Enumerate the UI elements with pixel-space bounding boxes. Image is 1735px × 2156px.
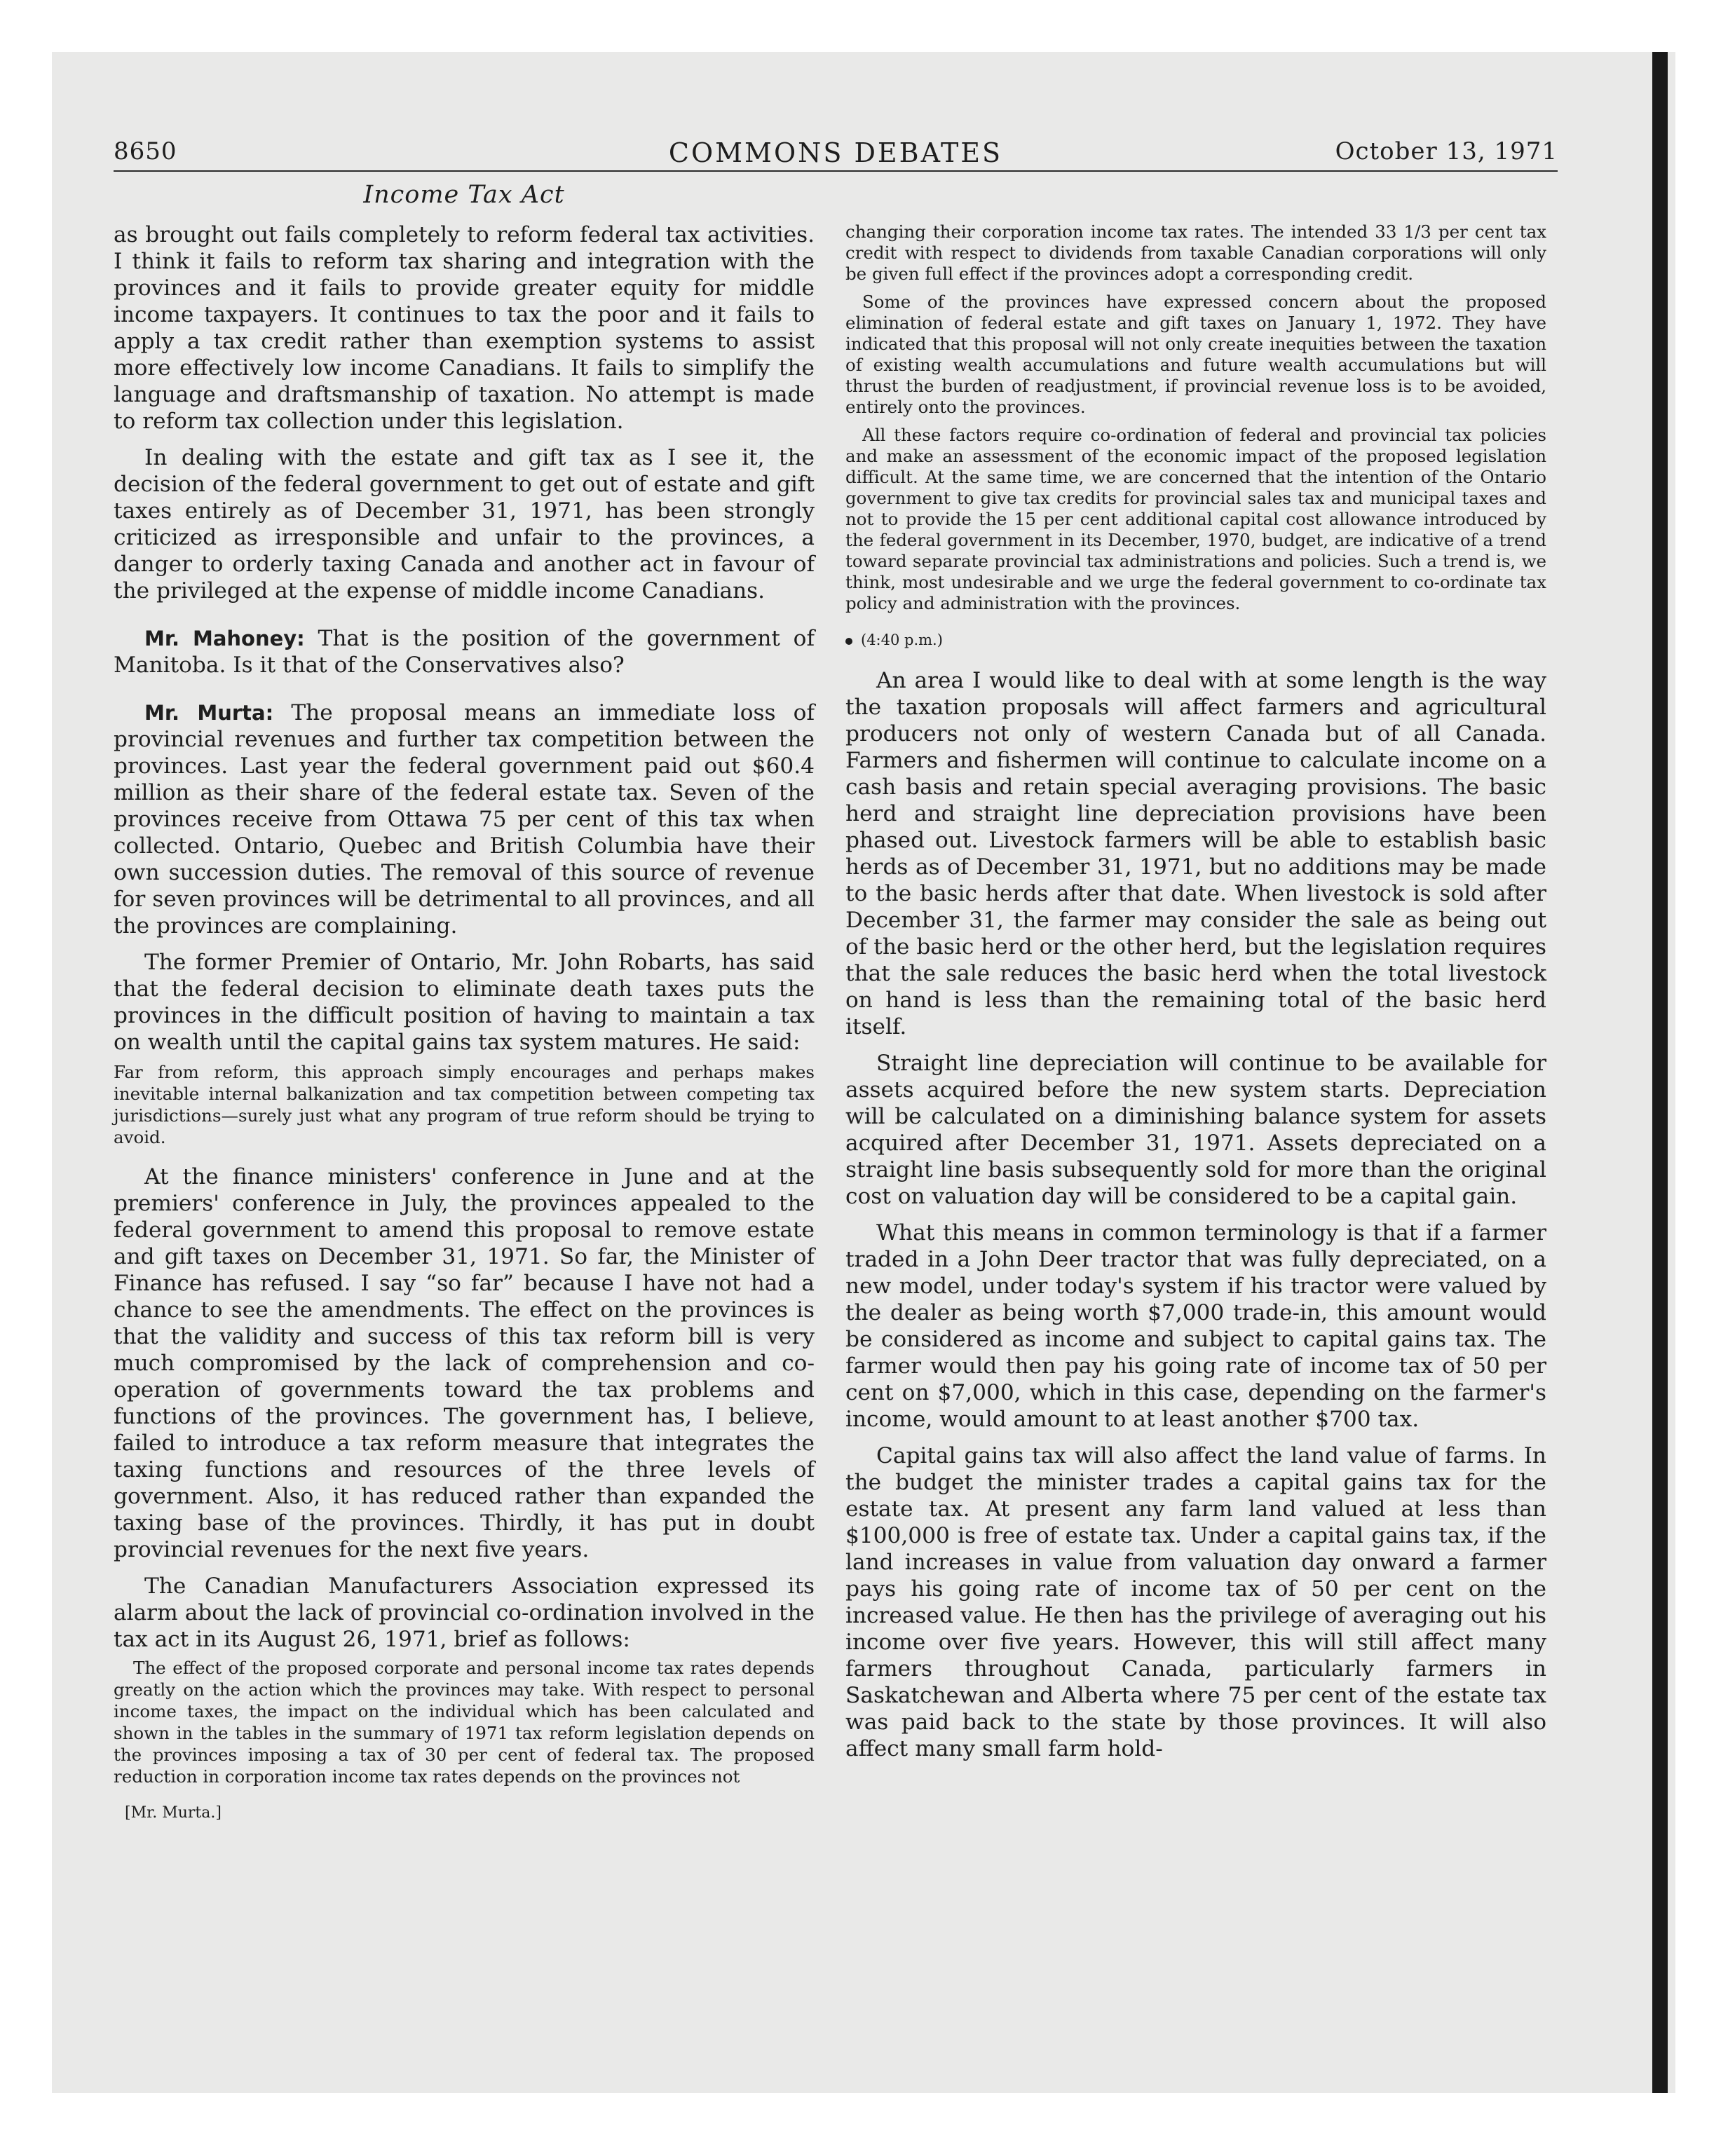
paragraph: What this means in common terminology is that if a farmer traded in a John Deer tractor that was fully depreciated, on a new model, under today's system if his tractor were valued by the dealer as being worth $7,000 trade-in, this amount would be considered as income and subject to capital gains tax. The farmer would then pay his going rate of income tax of 50 per cent on $7,000, which in this case, depending on the farmer's income, would amount to at least another $700 tax. [845,1220,1546,1432]
paragraph: An area I would like to deal with at some length is the way the taxation proposals will affect farmers and agricultural producers not only of western Canada but of all Canada. Farmers and fishermen will continue to calculate income on a cash basis and retain special averaging provisions. The basic herd and straight line depreciation provisions have been phased out. Livestock farmers will be able to establish basic herds as of December 31, 1971, but no additions may be made to the basic herds after that date. When livestock is sold after December 31, the farmer may consider the sale as being out of the basic herd or the other herd, but the legislation requires that the sale reduces the basic herd when the total livestock on hand is less than the remaining total of the basic herd itself. [845,668,1546,1039]
paragraph: The former Premier of Ontario, Mr. John Robarts, has said that the federal decision to eliminate death taxes puts the provinces in the difficult position of having to maintain a tax on wealth until the capital gains tax system matures. He said: [114,950,815,1055]
speaker-name: Mr. Mahoney: [144,627,305,650]
paragraph: At the finance ministers' conference in June and at the premiers' conference in July, the provinces appealed to the federal government to amend this proposal to remove estate and gift taxes on December 31, 1971. So far, the Minister of Finance has refused. I say “so far” because I have not had a chance to see the amendments. The effect on the provinces is that the validity and success of this tax reform bill is very much compromised by the lack of comprehension and co-operation of governments toward the tax problems and functions of the provinces. The government has, I believe, failed to introduce a tax reform measure that integrates the taxing functions and resources of the three levels of government. Also, it has reduced rather than expanded the taxing base of the provinces. Thirdly, it has put in doubt provincial revenues for the next five years. [114,1164,815,1562]
running-header [114,137,1558,172]
quote-paragraph: All these factors require co-ordination of federal and provincial tax policies and make an assessment of the economic impact of the proposed legislation difficult. At the same time, we are concerned that the intention of the Ontario government to give tax credits for provincial sales tax and municipal taxes and not to provide the 15 per cent additional capital cost allowance introduced by the federal government in its December, 1970, budget, are indicative of a trend toward separate provincial tax administrations and policies. Such a trend is, we think, most undesirable and we urge the federal government to co-ordinate tax policy and administration with the provinces. [845,425,1546,613]
speech-mahoney [114,625,815,678]
publication-date: October 13, 1971 [1335,137,1558,165]
speech-text: The proposal means an immediate loss of provincial revenues and further tax competition between the provinces. Last year the federal government paid out $60.4 million as their share of the federal estate tax. Seven of the provinces receive from Ottawa 75 per cent of this tax when collected. Ontario, Quebec and British Columbia have their own succession duties. The removal of this source of revenue for seven provinces will be detrimental to all provinces, and all the provinces are complaining. [114,700,815,939]
header-rule [114,170,1558,172]
right-column [845,221,1546,1762]
left-column [114,221,815,1824]
speaker-name: Mr. Murta: [144,701,274,725]
time-marker [845,629,1546,650]
publication-title: COMMONS DEBATES [668,137,1003,168]
block-quote: The effect of the proposed corporate and personal income tax rates depends greatly on the action which the provinces may take. With respect to personal income taxes, the impact on the individual which has been calculated and shown in the tables in the summary of 1971 tax reform legislation depends on the provinces imposing a tax of 30 per cent of federal tax. The proposed reduction in corporation income tax rates depends on the provinces not [114,1658,815,1787]
speech-murta [114,700,815,939]
scan-edge [1652,52,1668,2093]
paragraph: The Canadian Manufacturers Association expressed its alarm about the lack of provincial co-ordination involved in the tax act in its August 26, 1971, brief as follows: [114,1574,815,1652]
speech-text: That is the position of the government of Manitoba. Is it that of the Conservatives also? [114,626,815,678]
paragraph: as brought out fails completely to reform federal tax activities. I think it fails to reform tax sharing and integration with the provinces and it fails to provide greater equity for middle income taxpayers. It continues to tax the poor and it fails to apply a tax credit rather than exemption systems to assist more effectively low income Canadians. It fails to simplify the language and draftsmanship of taxation. No attempt is made to reform tax collection under this legislation. [114,222,815,434]
page-number: 8650 [114,137,177,165]
block-quote: Far from reform, this approach simply encourages and perhaps makes inevitable internal balkanization and tax competition between competing tax jurisdictions—surely just what any program of true reform should be trying to avoid. [114,1062,815,1147]
section-subheading: Income Tax Act [363,181,565,209]
bullet-icon [845,638,852,645]
quote-continuation: changing their corporation income tax rates. The intended 33 1/3 per cent tax credit with respect to dividends from taxable Canadian corporations will only be given full effect if the provinces adopt a corresponding credit. [845,221,1546,284]
paragraph: Straight line depreciation will continue to be available for assets acquired before the new system starts. Depreciation will be calculated on a diminishing balance system for assets acquired after December 31, 1971. Assets depreciated on a straight line basis subsequently sold for more than the original cost on valuation day will be considered to be a capital gain. [845,1051,1546,1209]
paragraph: In dealing with the estate and gift tax as I see it, the decision of the federal government to get out of estate and gift taxes entirely as of December 31, 1971, has been strongly criticized as irresponsible and unfair to the provinces, a danger to orderly taxing Canada and another act in favour of the privileged at the expense of middle income Canadians. [114,445,815,603]
quote-paragraph: Some of the provinces have expressed concern about the proposed elimination of federal estate and gift taxes on January 1, 1972. They have indicated that this proposal will not only create inequities between the taxation of existing wealth accumulations and future wealth accumulations but will thrust the burden of readjustment, if provincial revenue loss is to be avoided, entirely onto the provinces. [845,292,1546,417]
paragraph: Capital gains tax will also affect the land value of farms. In the budget the minister trades a capital gains tax for the estate tax. At present any farm land valued at less than $100,000 is free of estate tax. Under a capital gains tax, if the land increases in value from valuation day onward a farmer pays his going rate of income tax of 50 per cent on the increased value. He then has the privilege of averaging out his income over five years. However, this will still affect many farmers throughout Canada, particularly farmers in Saskatchewan and Alberta where 75 per cent of the estate tax was paid back to the state by those provinces. It will also affect many small farm hold- [845,1443,1546,1761]
speaker-attribution: [Mr. Murta.] [125,1804,222,1822]
time-text: (4:40 p.m.) [861,632,943,648]
